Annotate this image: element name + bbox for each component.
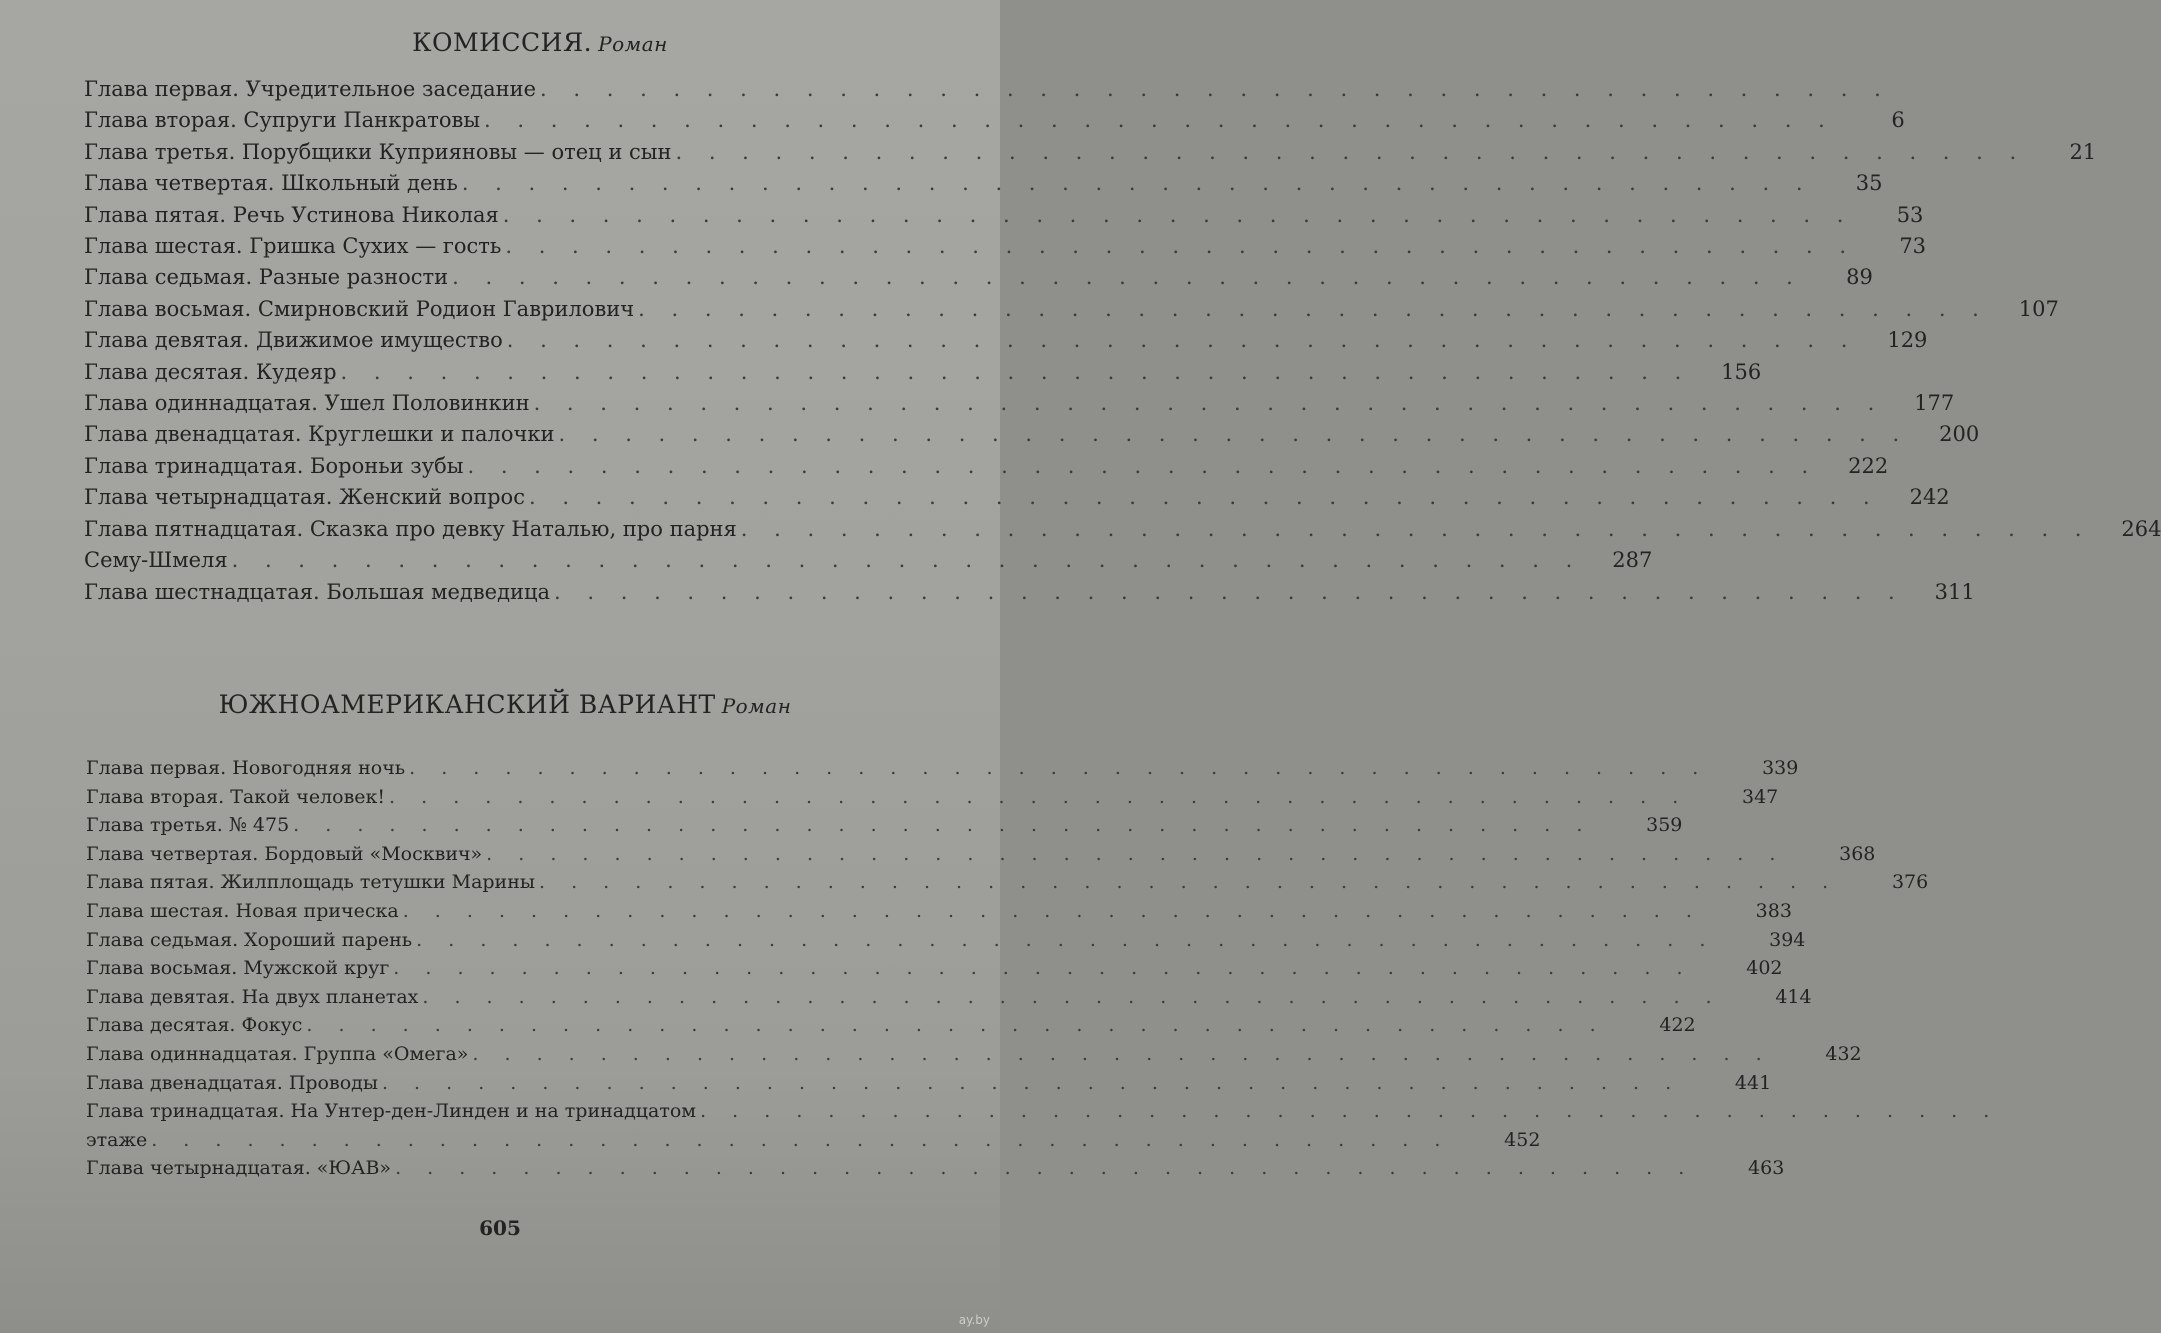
toc-entry-label: Глава одиннадцатая. Группа «Омега» [86,1042,469,1065]
toc-entry-page: 107 [2018,296,2059,321]
toc-entry-page: 359 [1646,814,1683,837]
toc-entry-label: Глава восьмая. Смирновский Родион Гаврилович [84,296,635,321]
page-number: 605 [479,1216,521,1240]
toc-entry-label: Глава двенадцатая. Проводы [86,1071,378,1094]
toc-leader-dots: . . . . . . . . . . . . . . . . . . . . . . . . . . . . . . . . . . . . . . . . . [700,1100,2000,1123]
section-title-yuzhnoamerikansky [10,690,1000,719]
toc-entry-page: 376 [1891,871,1929,894]
toc-leader-dots: . . . . . . . . . . . . . . . . . . . . . . . . . . . . . . . . . . . . . . . . . [293,814,1593,837]
toc-entry-page: 53 [1896,202,1924,227]
toc-entry-page: 200 [1939,422,1980,447]
toc-entry-label: Глава восьмая. Мужской круг [86,957,390,980]
toc-leader-dots: . . . . . . . . . . . . . . . . . . . . . . . . . . . . . . . . . . . . . . . . . [506,328,1858,353]
toc-entry-label: Глава пятая. Жилплощадь тетушки Марины [86,871,536,894]
toc-entry-page: 6 [1891,108,1905,133]
toc-entry-label: Глава шестая. Новая прическа [86,899,399,922]
toc-leader-dots: . . . . . . . . . . . . . . . . . . . . . . . . . . . . . . . . . . . . . . . . . [472,1042,1772,1065]
section-title-text: ЮЖНОАМЕРИКАНСКИЙ ВАРИАНТ [218,690,716,719]
toc-entry-label: Глава третья. Порубщики Куприяновы — отец и сын [84,139,672,164]
toc-entry-label: Глава шестнадцатая. Большая медведица [84,579,551,604]
toc-leader-dots: . . . . . . . . . . . . . . . . . . . . . . . . . . . . . . . . . . . . . . . . . [539,871,1839,894]
toc-leader-dots: . . . . . . . . . . . . . . . . . . . . . . . . . . . . . . . . . . . . . . . . . [533,391,1885,416]
toc-entry-label: Сему-Шмеля [84,548,228,573]
toc-entry-page: 73 [1899,234,1927,259]
toc-entry-page: 432 [1825,1042,1862,1065]
toc-entry-label: Глава десятая. Фокус [86,1014,303,1037]
toc-entry-label: Глава четырнадцатая. «ЮАВ» [86,1157,392,1180]
toc-leader-dots: . . . . . . . . . . . . . . . . . . . . . . . . . . . . . . . . . . . . . . . . . [395,1157,1695,1180]
toc-entry-page: 35 [1855,171,1883,196]
toc-entry-label: Глава десятая. Кудеяр [84,359,337,384]
toc-entry [86,926,1806,955]
toc-entry-page: 347 [1741,785,1779,808]
toc-entry-page: 264 [2121,516,2161,541]
toc-entry-page: 177 [1914,391,1955,416]
toc-entry-label: Глава тринадцатая. Бороньи зубы [84,453,464,478]
toc-leader-dots: . . . . . . . . . . . . . . . . . . . . . . . . . . . . . . . . . . . . . . . . . [409,757,1709,779]
toc-leader-dots: . . . . . . . . . . . . . . . . . . . . . . . . . . . . . . . . . . . . . . . . . [554,579,1905,604]
toc-entry-page: 89 [1846,265,1873,290]
toc-entry-label: Глава четырнадцатая. Женский вопрос [84,485,525,510]
toc-entry [84,231,1927,262]
toc-entry-label: Глава первая. Учредительное заседание [84,77,537,101]
toc-leader-dots: . . . . . . . . . . . . . . . . . . . . . . . . . . . . . . . . . . . . . . . . . [306,1014,1606,1037]
toc-entry-page: 414 [1775,985,1812,1008]
toc-entry-page: 287 [1612,548,1653,573]
toc-entry [84,514,2161,545]
toc-entry [84,451,1889,482]
toc-entry [86,783,1779,812]
toc-entry-page: 21 [2069,139,2097,164]
toc-entry [84,482,1950,513]
section-genre: Роман [721,694,792,718]
toc-leader-dots: . . . . . . . . . . . . . . . . . . . . . . . . . . . . . . . . . . . . . . . . . [402,899,1702,922]
toc-entry-page: 368 [1839,842,1876,865]
toc-leader-dots: . . . . . . . . . . . . . . . . . . . . . . . . . . . . . . . . . . . . . . . . . [540,77,1891,101]
toc-leader-dots: . . . . . . . . . . . . . . . . . . . . . . . . . . . . . . . . . . . . . . . . . [528,485,1880,510]
toc-leader-dots: . . . . . . . . . . . . . . . . . . . . . . . . . . . . . . . . . . . . . . . . . [675,139,2027,164]
toc-leader-dots: . . . . . . . . . . . . . . . . . . . . . . . . . . . . . . . . . . . . . . . . . [393,957,1693,980]
toc-entry-page: 129 [1887,328,1928,353]
toc-entry-page: 441 [1734,1071,1772,1094]
watermark: ay.by [958,1313,990,1327]
toc-entry-label: этаже [86,1128,148,1151]
toc-entry-page: 339 [1762,757,1799,779]
toc-leader-dots: . . . . . . . . . . . . . . . . . . . . . . . . . . . . . . . . . . . . . . . . . [505,234,1857,259]
toc-entry [84,577,1975,608]
section-genre: Роман [598,32,668,56]
toc-leader-dots: . . . . . . . . . . . . . . . . . . . . . . . . . . . . . . . . . . . . . . . . . [486,842,1786,865]
toc-entry-page: 422 [1659,1014,1696,1037]
toc-leader-dots: . . . . . . . . . . . . . . . . . . . . . . . . . . . . . . . . . . . . . . . . . [151,1128,1451,1151]
toc-entry [86,754,1799,783]
toc-entry [86,1011,1696,1040]
toc-entry [86,1069,1772,1098]
toc-entry-label: Глава седьмая. Разные разности [84,265,449,290]
toc-entry [86,983,1812,1012]
section-title-komissiya [80,28,1000,57]
toc-entry-label: Глава пятнадцатая. Сказка про девку Наталью, про парня [84,516,737,541]
toc-leader-dots: . . . . . . . . . . . . . . . . . . . . . . . . . . . . . . . . . . . . . . . . . [416,928,1716,951]
toc-entry [84,545,1653,576]
toc-entry [86,840,1876,869]
toc-leader-dots: . . . . . . . . . . . . . . . . . . . . . . . . . . . . . . . . . . . . . . . . . [467,453,1819,478]
toc-entry [86,1126,1541,1155]
toc-entry [86,868,1929,897]
toc-entry-label: Глава пятая. Речь Устинова Николая [84,202,499,227]
toc-entry-page: 394 [1769,928,1806,951]
section-title-text: КОМИССИЯ. [412,28,593,57]
toc-leader-dots: . . . . . . . . . . . . . . . . . . . . . . . . . . . . . . . . . . . . . . . . . [461,171,1813,196]
toc-entry-label: Глава седьмая. Хороший парень [86,928,413,951]
toc-entry [84,325,1928,356]
toc-leader-dots: . . . . . . . . . . . . . . . . . . . . . . . . . . . . . . . . . . . . . . . . . [502,202,1854,227]
toc-entry-page: 222 [1848,453,1889,478]
toc-entry [84,74,1891,105]
toc-leader-dots: . . . . . . . . . . . . . . . . . . . . . . . . . . . . . . . . . . . . . . . . . [340,359,1692,384]
toc-entry-label: Глава девятая. На двух планетах [86,985,419,1008]
toc-entry-page: 156 [1721,359,1762,384]
toc-entry-label: Глава одиннадцатая. Ушел Половинкин [84,391,530,416]
toc-entry [86,954,1783,983]
toc-entry-label: Глава четвертая. Бордовый «Москвич» [86,842,483,865]
toc-entry [84,388,1955,419]
toc-leader-dots: . . . . . . . . . . . . . . . . . . . . . . . . . . . . . . . . . . . . . . . . . [740,516,2092,541]
toc-entry [84,137,2097,168]
toc-entry [84,357,1762,388]
toc-entry-page: 463 [1748,1157,1785,1180]
toc-entry [86,1097,2000,1126]
toc-entry-label: Глава девятая. Движимое имущество [84,328,503,353]
toc-entry-page: 402 [1746,957,1783,980]
toc-leader-dots: . . . . . . . . . . . . . . . . . . . . . . . . . . . . . . . . . . . . . . . . . [422,985,1722,1008]
toc-entry [84,262,1873,293]
toc-entry-label: Глава первая. Новогодняя ночь [86,757,406,779]
toc-entry [86,1154,1785,1183]
toc-leader-dots: . . . . . . . . . . . . . . . . . . . . . . . . . . . . . . . . . . . . . . . . . [452,265,1803,290]
toc-entry [84,200,1924,231]
toc-entry-label: Глава третья. № 475 [86,814,290,837]
toc-leader-dots: . . . . . . . . . . . . . . . . . . . . . . . . . . . . . . . . . . . . . . . . . [231,548,1583,573]
toc-entry [84,419,1980,450]
toc-entry [84,168,1883,199]
toc-entry-label: Глава вторая. Супруги Панкратовы [84,108,481,133]
toc-leader-dots: . . . . . . . . . . . . . . . . . . . . . . . . . . . . . . . . . . . . . . . . . [638,296,1989,321]
toc-leader-dots: . . . . . . . . . . . . . . . . . . . . . . . . . . . . . . . . . . . . . . . . . [484,108,1835,133]
toc-leader-dots: . . . . . . . . . . . . . . . . . . . . . . . . . . . . . . . . . . . . . . . . . [389,785,1689,808]
toc-entry-page: 452 [1504,1128,1541,1151]
toc-entry [86,1040,1862,1069]
toc-entry-page: 383 [1755,899,1792,922]
toc-entry-label: Глава шестая. Гришка Сухих — гость [84,234,502,259]
toc-entry-label: Глава четвертая. Школьный день [84,171,458,196]
toc-list-yuzhnoamerikansky [86,754,2000,1183]
toc-entry-page: 242 [1909,485,1950,510]
toc-entry-label: Глава двенадцатая. Круглешки и палочки [84,422,555,447]
toc-leader-dots: . . . . . . . . . . . . . . . . . . . . . . . . . . . . . . . . . . . . . . . . . [381,1071,1682,1094]
toc-entry-label: Глава тринадцатая. На Унтер-ден-Линден и на тринадцатом [86,1100,697,1123]
toc-leader-dots: . . . . . . . . . . . . . . . . . . . . . . . . . . . . . . . . . . . . . . . . . [558,422,1910,447]
toc-entry [84,294,2059,325]
toc-entry [86,897,1792,926]
toc-list-komissiya [84,74,2161,608]
toc-entry-label: Глава вторая. Такой человек! [86,785,386,808]
toc-entry [86,811,1683,840]
toc-entry-page: 311 [1934,579,1975,604]
toc-entry [84,105,1905,136]
